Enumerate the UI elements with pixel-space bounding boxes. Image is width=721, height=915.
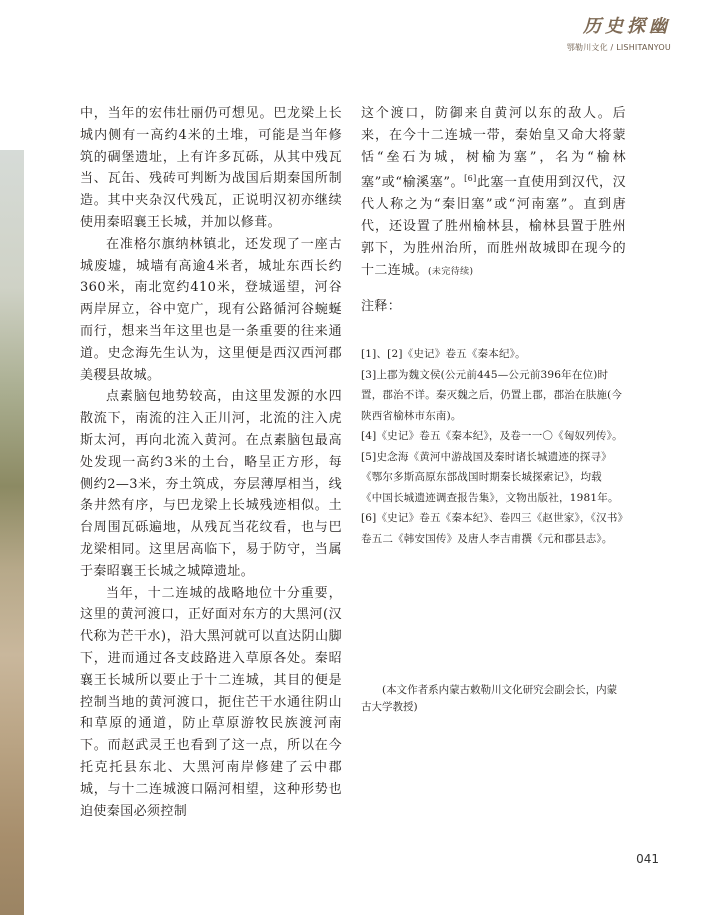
to-be-continued: (未完待续) xyxy=(428,266,474,277)
paragraph: 点素脑包地势较高，由这里发源的水四散流下，南流的注入正川河，北流的注入虎斯太河，再向北流入黄河。在点素脑包最高处发现一高约3米的土台，略呈正方形，每侧约2—3米，夯土筑成，夯层薄厚相当，线条井然有序，与巴龙梁上长城残迹相似。土台周围瓦砾遍地，从残瓦当花纹看，也与巴龙梁相同。这里居高临下，易于防守，当属于秦昭襄王长城之城障遗址。 xyxy=(80,389,342,579)
note-item: [6]《史记》卷五《秦本纪》、卷四三《赵世家》，《汉书》卷五二《韩安国传》及唐人李吉甫撰《元和郡县志》。 xyxy=(361,512,623,545)
left-column xyxy=(80,103,342,822)
paragraph: 中，当年的宏伟壮丽仍可想见。巴龙梁上长城内侧有一高约4米的土堆，可能是当年修筑的碉堡遗址，上有许多瓦砾，从其中残瓦当、瓦缶、残砖可判断为战国后期秦国所制造。其中夹杂汉代残瓦，正说明汉初亦继续使用秦昭襄王长城，并加以修葺。 xyxy=(80,106,342,230)
notes-heading: 注释： xyxy=(361,299,402,314)
paragraph: 在准格尔旗纳林镇北，还发现了一座古城废墟，城墙有高逾4米者，城址东西长约360米，南北宽约410米，登城遥望，河谷两岸屏立，谷中宽广，现有公路循河谷蜿蜒而行，想来当年这里也是一条重要的往来通道。史念海先生认为，这里便是西汉西河郡美稷县故城。 xyxy=(80,236,342,383)
paragraph xyxy=(361,103,626,283)
footnote-ref: [6] xyxy=(464,174,477,184)
section-subtitle: 鄂勒川文化 / LISHITANYOU xyxy=(566,43,671,52)
notes-list xyxy=(361,344,623,549)
paragraph-text: 这个渡口，防御来自黄河以东的敌人。后来，在今十二连城一带，秦始皇又命大将蒙恬“垒石为城，树榆为塞”，名为“榆林塞”或“榆溪塞”。 xyxy=(361,106,626,191)
notes-heading-wrap xyxy=(361,296,623,318)
note-item: [5]史念海《黄河中游战国及秦时诸长城遗迹的探寻》《鄂尔多斯高原东部战国时期秦长城探索记》，均载《中国长城遗迹调查报告集》，文物出版社，1981年。 xyxy=(361,450,619,504)
note-item: [3]上郡为魏文侯(公元前445—公元前396年在位)时置，郡治不详。秦灭魏之后，仍置上郡，郡治在肤施(今陕西省榆林市东南)。 xyxy=(361,368,623,422)
paragraph: 当年，十二连城的战略地位十分重要，这里的黄河渡口，正好面对东方的大黑河(汉代称为芒干水)，沿大黑河就可以直达阴山脚下，进而通过各支歧路进入草原各处。秦昭襄王长城所以要止于十二连城，其目的便是控制当地的黄河渡口，扼住芒干水通往阴山和草原的通道，防止草原游牧民族渡河南下。而赵武灵王也看到了这一点，所以在今托克托县东北、大黑河南岸修建了云中郡城，与十二连城渡口隔河相望，这种形势也迫使秦国必须控制 xyxy=(80,585,342,819)
paragraph-text: 此塞一直使用到汉代，汉代人称之为“秦旧塞”或“河南塞”。直到唐代，还设置了胜州榆林县，榆林县置于胜州郭下，为胜州治所，而胜州故城即在现今的十二连城。 xyxy=(361,175,626,278)
page-number: 041 xyxy=(636,852,659,866)
section-header xyxy=(521,12,671,53)
author-credit: (本文作者系内蒙古敕勒川文化研究会副会长，内蒙古大学教授) xyxy=(361,684,618,713)
note-item: [4]《史记》卷五《秦本纪》，及卷一一〇《匈奴列传》。 xyxy=(361,430,623,442)
section-title: 历史探幽 xyxy=(583,16,671,37)
edge-photo-strip xyxy=(0,150,24,915)
note-item: [1]、[2]《史记》卷五《秦本纪》。 xyxy=(361,348,526,360)
right-column xyxy=(361,103,626,283)
